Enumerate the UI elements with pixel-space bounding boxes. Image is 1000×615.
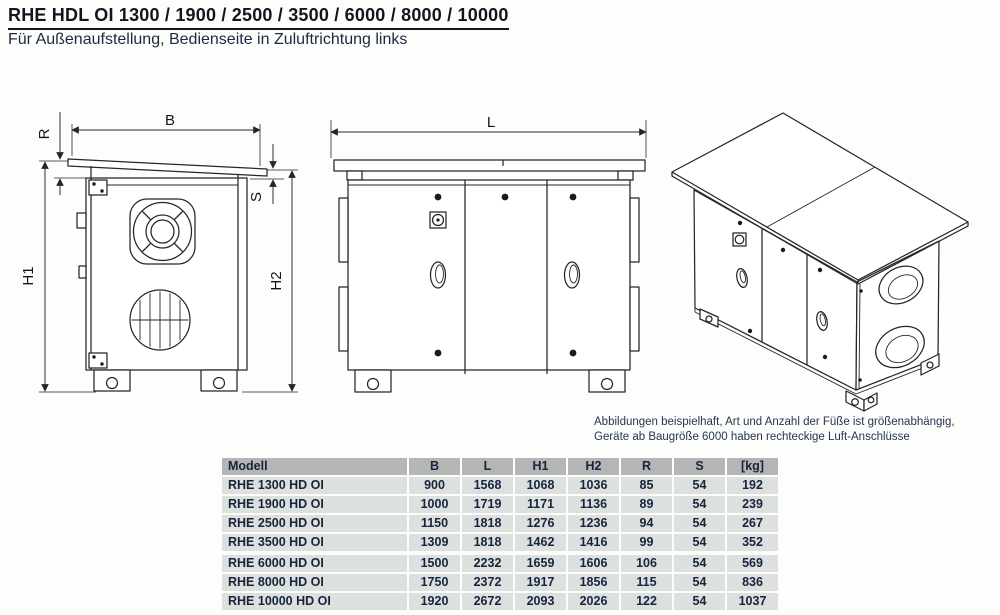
- unit-side-view: [68, 159, 267, 391]
- table-cell: 54: [674, 515, 725, 532]
- table-cell: 54: [674, 477, 725, 494]
- dim-label-b: B: [164, 112, 176, 129]
- table-cell: 85: [621, 477, 672, 494]
- rotary-switch: [733, 233, 746, 246]
- table-cell: 1818: [462, 515, 513, 532]
- table-cell: 1856: [568, 574, 619, 591]
- table-cell: 94: [621, 515, 672, 532]
- mounting-foot: [589, 370, 625, 392]
- table-cell: 89: [621, 496, 672, 513]
- table-row: [222, 496, 778, 513]
- table-row: [222, 574, 778, 591]
- cabinet-body: [348, 180, 630, 370]
- table-header-cell: H2: [568, 458, 619, 475]
- table-cell: 1000: [409, 496, 460, 513]
- table-cell: 1136: [568, 496, 619, 513]
- dim-label-s: S: [248, 191, 265, 203]
- table-cell: 239: [727, 496, 778, 513]
- side-tab: [339, 287, 348, 351]
- table-row: [222, 593, 778, 610]
- table-cell: RHE 6000 HD OI: [222, 555, 407, 572]
- table-cell: 352: [727, 534, 778, 551]
- table-cell: 569: [727, 555, 778, 572]
- table-cell: 2672: [462, 593, 513, 610]
- table-header-cell: S: [674, 458, 725, 475]
- table-cell: 54: [674, 534, 725, 551]
- mounting-foot: [355, 370, 391, 392]
- table-cell: 1818: [462, 534, 513, 551]
- door-latch: [77, 213, 86, 228]
- sloped-roof-panel: [68, 159, 267, 176]
- door-latch-lower: [79, 266, 86, 278]
- table-cell: 54: [674, 574, 725, 591]
- table-cell: RHE 3500 HD OI: [222, 534, 407, 551]
- table-cell: RHE 10000 HD OI: [222, 593, 407, 610]
- table-cell: 2093: [515, 593, 566, 610]
- dim-label-h1: H1: [20, 266, 37, 286]
- table-cell: 106: [621, 555, 672, 572]
- table-cell: 1150: [409, 515, 460, 532]
- dim-label-l: L: [486, 114, 496, 131]
- table-cell: 1917: [515, 574, 566, 591]
- table-cell: 1606: [568, 555, 619, 572]
- side-tab: [339, 198, 348, 262]
- table-cell: 2026: [568, 593, 619, 610]
- side-view-drawing: [10, 98, 305, 403]
- table-row: [222, 515, 778, 532]
- table-cell: 192: [727, 477, 778, 494]
- table-cell: 1750: [409, 574, 460, 591]
- figure-note: [594, 415, 994, 445]
- table-row: [222, 477, 778, 494]
- table-cell: 1037: [727, 593, 778, 610]
- table-cell: 1309: [409, 534, 460, 551]
- unit-front-view: [334, 160, 645, 392]
- table-header-row: [222, 458, 778, 475]
- table-cell: 54: [674, 555, 725, 572]
- table-header-cell: [kg]: [727, 458, 778, 475]
- rotary-switch: [430, 212, 446, 228]
- table-cell: 900: [409, 477, 460, 494]
- table-header-cell: H1: [515, 458, 566, 475]
- side-tab: [630, 287, 639, 351]
- figure-note-line1: Abbildungen beispielhaft, Art und Anzahl der Füße ist größenabhängig,: [594, 416, 955, 428]
- table-cell: 1036: [568, 477, 619, 494]
- roof-slab: [334, 160, 645, 171]
- table-header-cell: B: [409, 458, 460, 475]
- door-handle: [431, 262, 446, 288]
- mounting-foot: [201, 370, 237, 391]
- table-cell: 54: [674, 593, 725, 610]
- intake-grille: [130, 290, 190, 350]
- table-cell: 122: [621, 593, 672, 610]
- table-header-cell: L: [462, 458, 513, 475]
- mounting-foot: [846, 391, 877, 411]
- table-cell: RHE 1300 HD OI: [222, 477, 407, 494]
- table-header-cell: Modell: [222, 458, 407, 475]
- unit-isometric-view: [672, 113, 968, 411]
- door-handle: [565, 262, 580, 288]
- table-cell: 1500: [409, 555, 460, 572]
- table-cell: 1276: [515, 515, 566, 532]
- table-cell: 267: [727, 515, 778, 532]
- hinge-top: [89, 180, 107, 195]
- table-cell: 1236: [568, 515, 619, 532]
- table-cell: 2372: [462, 574, 513, 591]
- table-cell: 1462: [515, 534, 566, 551]
- dimensions-table: [222, 458, 778, 610]
- table-row: [222, 555, 778, 572]
- table-header-cell: R: [621, 458, 672, 475]
- figure-note-line2: Geräte ab Baugröße 6000 haben rechteckige Luft-Anschlüsse: [594, 431, 910, 443]
- table-cell: 1568: [462, 477, 513, 494]
- dim-label-r: R: [36, 128, 53, 140]
- front-view-drawing: [315, 100, 665, 400]
- table-cell: 2232: [462, 555, 513, 572]
- table-cell: 1719: [462, 496, 513, 513]
- mounting-foot: [94, 370, 130, 391]
- table-cell: RHE 2500 HD OI: [222, 515, 407, 532]
- table-cell: 1171: [515, 496, 566, 513]
- isometric-view-drawing: [655, 95, 1000, 425]
- table-row: [222, 534, 778, 551]
- dim-label-h2: H2: [268, 271, 285, 291]
- table-cell: 54: [674, 496, 725, 513]
- side-tab: [630, 198, 639, 262]
- table-cell: 1068: [515, 477, 566, 494]
- table-cell: 1416: [568, 534, 619, 551]
- page-subtitle: Für Außenaufstellung, Bedienseite in Zuluftrichtung links: [8, 31, 408, 48]
- hinge-bottom: [89, 353, 107, 368]
- table-cell: 1659: [515, 555, 566, 572]
- table-cell: 1920: [409, 593, 460, 610]
- page-title: RHE HDL OI 1300 / 1900 / 2500 / 3500 / 6000 / 8000 / 10000: [8, 5, 509, 30]
- round-duct-connection: [130, 199, 195, 264]
- table-cell: 99: [621, 534, 672, 551]
- table-cell: RHE 1900 HD OI: [222, 496, 407, 513]
- table-cell: 836: [727, 574, 778, 591]
- table-cell: RHE 8000 HD OI: [222, 574, 407, 591]
- table-cell: 115: [621, 574, 672, 591]
